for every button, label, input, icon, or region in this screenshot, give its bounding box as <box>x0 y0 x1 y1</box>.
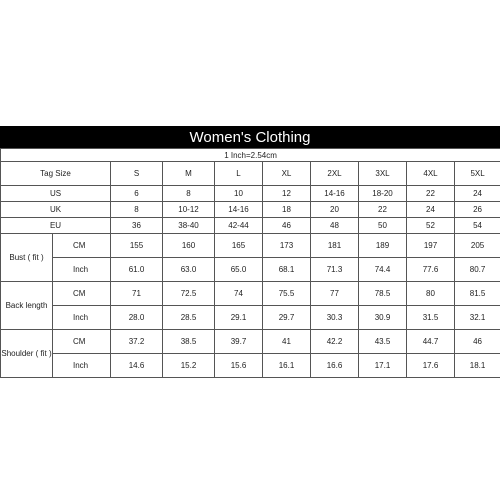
measurement-value: 15.6 <box>215 354 263 378</box>
measurement-value: 14.6 <box>111 354 163 378</box>
size-header: M <box>163 162 215 186</box>
title-bar <box>0 126 500 148</box>
measurement-value: 32.1 <box>455 306 500 330</box>
measurement-value: 205 <box>455 234 500 258</box>
unit-label: Inch <box>53 258 111 282</box>
header-row <box>1 162 500 186</box>
size-value: 8 <box>163 186 215 202</box>
measurement-value: 17.6 <box>407 354 455 378</box>
size-value: 54 <box>455 218 500 234</box>
measurement-row <box>1 234 500 258</box>
tag-size-header: Tag Size <box>1 162 111 186</box>
measurement-value: 29.1 <box>215 306 263 330</box>
size-value: 24 <box>455 186 500 202</box>
measurement-value: 37.2 <box>111 330 163 354</box>
size-value: 36 <box>111 218 163 234</box>
measurement-value: 68.1 <box>263 258 311 282</box>
measurement-value: 72.5 <box>163 282 215 306</box>
region-row <box>1 218 500 234</box>
measurement-value: 160 <box>163 234 215 258</box>
size-value: 10-12 <box>163 202 215 218</box>
measurement-value: 74 <box>215 282 263 306</box>
size-value: 50 <box>359 218 407 234</box>
measurement-value: 65.0 <box>215 258 263 282</box>
measurement-value: 74.4 <box>359 258 407 282</box>
measurement-value: 155 <box>111 234 163 258</box>
measurement-value: 173 <box>263 234 311 258</box>
size-value: 38-40 <box>163 218 215 234</box>
unit-conversion-note: 1 Inch=2.54cm <box>1 149 500 162</box>
measurement-value: 77 <box>311 282 359 306</box>
measurement-value: 197 <box>407 234 455 258</box>
size-chart <box>0 126 500 378</box>
measurement-label: Shoulder ( fit ) <box>1 330 53 378</box>
measurement-value: 28.0 <box>111 306 163 330</box>
measurement-value: 165 <box>215 234 263 258</box>
size-value: 42-44 <box>215 218 263 234</box>
size-value: 26 <box>455 202 500 218</box>
measurement-value: 28.5 <box>163 306 215 330</box>
measurement-value: 61.0 <box>111 258 163 282</box>
measurement-value: 31.5 <box>407 306 455 330</box>
measurement-value: 71.3 <box>311 258 359 282</box>
measurement-value: 43.5 <box>359 330 407 354</box>
measurement-value: 39.7 <box>215 330 263 354</box>
size-header: 5XL <box>455 162 500 186</box>
measurement-value: 16.1 <box>263 354 311 378</box>
measurement-value: 41 <box>263 330 311 354</box>
measurement-value: 18.1 <box>455 354 500 378</box>
measurement-value: 77.6 <box>407 258 455 282</box>
size-header: 3XL <box>359 162 407 186</box>
unit-label: CM <box>53 234 111 258</box>
measurement-label: Back length <box>1 282 53 330</box>
measurement-value: 80 <box>407 282 455 306</box>
measurement-value: 16.6 <box>311 354 359 378</box>
measurement-value: 42.2 <box>311 330 359 354</box>
size-value: 18-20 <box>359 186 407 202</box>
measurement-row <box>1 282 500 306</box>
size-header: S <box>111 162 163 186</box>
measurement-value: 63.0 <box>163 258 215 282</box>
region-label: UK <box>1 202 111 218</box>
measurement-row <box>1 354 500 378</box>
region-row <box>1 202 500 218</box>
size-value: 48 <box>311 218 359 234</box>
size-value: 52 <box>407 218 455 234</box>
unit-label: Inch <box>53 306 111 330</box>
measurement-value: 44.7 <box>407 330 455 354</box>
size-value: 6 <box>111 186 163 202</box>
measurement-row <box>1 258 500 282</box>
size-value: 14-16 <box>215 202 263 218</box>
size-value: 22 <box>359 202 407 218</box>
region-label: EU <box>1 218 111 234</box>
measurement-row <box>1 330 500 354</box>
size-value: 12 <box>263 186 311 202</box>
measurement-value: 17.1 <box>359 354 407 378</box>
size-value: 14-16 <box>311 186 359 202</box>
size-value: 24 <box>407 202 455 218</box>
measurement-value: 71 <box>111 282 163 306</box>
region-row <box>1 186 500 202</box>
size-value: 46 <box>263 218 311 234</box>
size-value: 18 <box>263 202 311 218</box>
size-value: 8 <box>111 202 163 218</box>
measurement-value: 189 <box>359 234 407 258</box>
measurement-value: 181 <box>311 234 359 258</box>
size-header: 4XL <box>407 162 455 186</box>
size-value: 10 <box>215 186 263 202</box>
measurement-value: 15.2 <box>163 354 215 378</box>
conversion-row <box>1 149 500 162</box>
region-label: US <box>1 186 111 202</box>
unit-label: Inch <box>53 354 111 378</box>
measurement-row <box>1 306 500 330</box>
size-value: 22 <box>407 186 455 202</box>
measurement-value: 29.7 <box>263 306 311 330</box>
measurement-label: Bust ( fit ) <box>1 234 53 282</box>
size-header: XL <box>263 162 311 186</box>
size-header: 2XL <box>311 162 359 186</box>
chart-title: Women's Clothing <box>189 128 311 146</box>
measurement-value: 30.3 <box>311 306 359 330</box>
size-header: L <box>215 162 263 186</box>
measurement-value: 78.5 <box>359 282 407 306</box>
measurement-value: 30.9 <box>359 306 407 330</box>
measurement-value: 81.5 <box>455 282 500 306</box>
measurement-value: 80.7 <box>455 258 500 282</box>
unit-label: CM <box>53 282 111 306</box>
size-value: 20 <box>311 202 359 218</box>
measurement-value: 46 <box>455 330 500 354</box>
unit-label: CM <box>53 330 111 354</box>
size-table <box>0 148 500 378</box>
measurement-value: 75.5 <box>263 282 311 306</box>
measurement-value: 38.5 <box>163 330 215 354</box>
